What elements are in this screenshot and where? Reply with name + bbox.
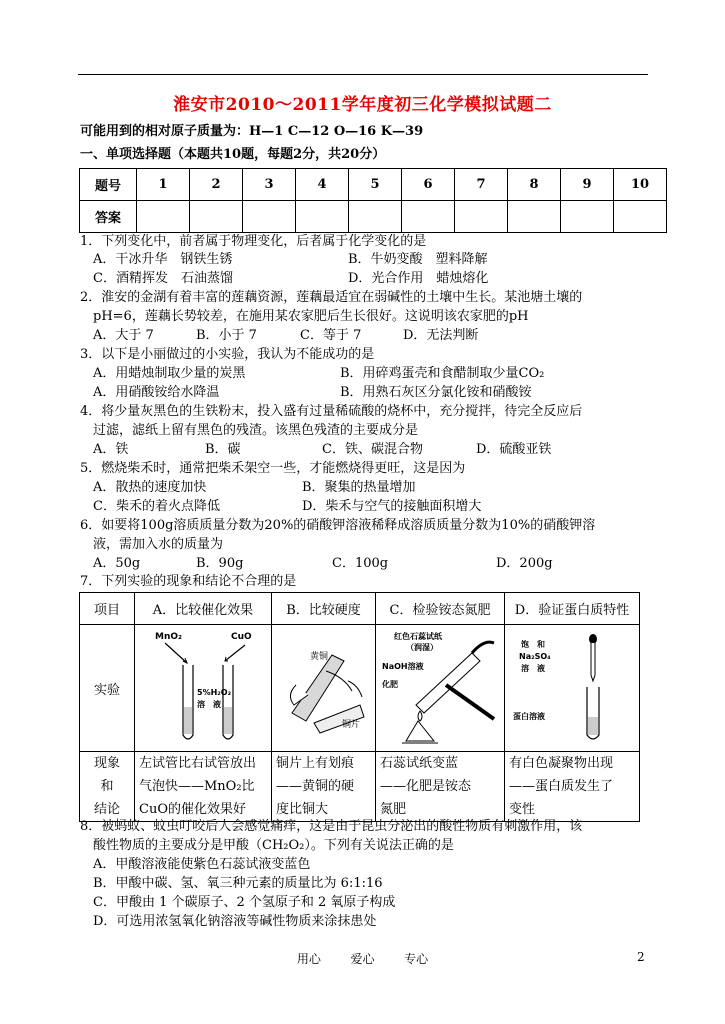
answer-cell[interactable]	[614, 201, 667, 233]
result-cell-b	[272, 752, 376, 822]
question-3-stem: 3．以下是小丽做过的小实验，我认为不能成功的是	[80, 347, 375, 362]
question-3-option-c[interactable]: A．用硝酸铵给水降温	[93, 385, 220, 400]
result-line: 变性	[509, 802, 536, 817]
answer-table-answer-row	[80, 201, 667, 233]
row-label-line: 和	[100, 779, 114, 794]
footer-word: 专心	[404, 952, 429, 966]
question-1-option-c[interactable]: C．酒精挥发 石油蒸馏	[93, 271, 233, 286]
figure-cell-c	[376, 625, 505, 752]
row-label-item: 项目	[80, 593, 135, 625]
question-8-option-c[interactable]: C．甲酸由 1 个碳原子、2 个氢原子和 2 氧原子构成	[93, 895, 396, 910]
question-5-stem: 5．燃烧柴禾时，通常把柴禾架空一些，才能燃烧得更旺，这是因为	[80, 461, 466, 476]
figure-cell-d	[505, 625, 640, 752]
row-label-line: 现象	[93, 756, 120, 771]
result-line: 左试管比右试管放出	[139, 756, 257, 771]
figure-label-moist: （润湿）	[406, 643, 438, 652]
answer-table-label: 题号	[80, 169, 137, 201]
question-number: 10	[614, 169, 667, 201]
footer-word: 爱心	[350, 952, 375, 966]
question-1-option-a[interactable]: A．干冰升华 钢铁生锈	[93, 252, 233, 267]
answer-table	[79, 168, 667, 233]
question-8-option-b[interactable]: B．甲酸中碳、氢、氧三种元素的质量比为 6:1:16	[93, 876, 383, 891]
result-cell-a	[135, 752, 272, 822]
catalyst-comparison-figure	[135, 625, 271, 747]
answer-row-label: 答案	[80, 201, 137, 233]
result-line: 氮肥	[380, 802, 407, 817]
question-8-option-a[interactable]: A．甲酸溶液能使紫色石蕊试液变蓝色	[93, 857, 311, 872]
question-5-option-a[interactable]: A．散热的速度加快	[93, 480, 207, 495]
question-8-stem: 8．被蚂蚁、蚊虫叮咬后人会感觉痛痒，这是由于昆虫分泌出的酸性物质有刺激作用，该	[80, 819, 583, 834]
figure-label-h2o2: 5%H₂O₂	[197, 688, 232, 697]
question-6-option-c[interactable]: C．100g	[332, 556, 389, 571]
result-line: 石蕊试纸变蓝	[380, 756, 459, 771]
figure-label-copper-sheet: 铜片	[342, 720, 361, 730]
question-3-option-b[interactable]: B．用碎鸡蛋壳和食醋制取少量CO₂	[340, 366, 545, 381]
question-number: 8	[508, 169, 561, 201]
column-heading-a: A．比较催化效果	[135, 593, 272, 625]
row-label-line: 结论	[93, 802, 120, 817]
question-number: 6	[402, 169, 455, 201]
answer-table-header-row	[80, 169, 667, 201]
answer-cell[interactable]	[455, 201, 508, 233]
page-number: 2	[637, 950, 645, 964]
question-3-option-a[interactable]: A．用蜡烛制取少量的炭黑	[93, 366, 246, 381]
question-6-option-d[interactable]: D．200g	[496, 556, 553, 571]
page-title: 淮安市2010～2011学年度初三化学模拟试题二	[173, 95, 552, 115]
figure-cell-a	[135, 625, 272, 752]
figure-label-protein: 蛋白溶液	[513, 712, 545, 721]
question-2-stem-line2: pH=6，莲藕长势较差，在施用某农家肥后生长很好。这说明该农家肥的pH	[93, 309, 529, 324]
result-line: 度比铜大	[276, 802, 329, 817]
figure-label-brass: 黄铜	[310, 652, 329, 662]
answer-cell[interactable]	[296, 201, 349, 233]
question-number: 2	[190, 169, 243, 201]
footer-word: 用心	[296, 952, 321, 966]
question-6-stem: 6．如要将100g溶质质量分数为20%的硝酸钾溶液稀释成溶质质量分数为10%的硝酸钾溶	[80, 518, 596, 533]
answer-cell[interactable]	[561, 201, 614, 233]
experiment-result-row	[80, 752, 640, 822]
hardness-comparison-figure	[272, 625, 375, 747]
question-6-stem-line2: 液，需加入水的质量为	[93, 537, 224, 552]
question-number: 7	[455, 169, 508, 201]
question-number: 9	[561, 169, 614, 201]
answer-cell[interactable]	[190, 201, 243, 233]
question-2-option-a[interactable]: A．大于 7	[93, 328, 154, 343]
question-number: 1	[137, 169, 190, 201]
question-7-stem: 7．下列实验的现象和结论不合理的是	[80, 574, 297, 589]
row-label-result	[80, 752, 135, 822]
question-2-stem: 2．淮安的金湖有着丰富的莲藕资源，莲藕最适宜在弱碱性的土壤中生长。某池塘土壤的	[80, 290, 583, 305]
question-4-stem: 4．将少量灰黑色的生铁粉末，投入盛有过量稀硫酸的烧杯中，充分搅拌，待完全反应后	[80, 404, 583, 419]
question-1-option-b[interactable]: B．牛奶变酸 塑料降解	[348, 252, 488, 267]
question-5-option-d[interactable]: D．柴禾与空气的接触面积增大	[302, 499, 482, 514]
atomic-masses: 可能用到的相对原子质量为：H—1 C—12 O—16 K—39	[80, 124, 424, 139]
section-heading: 一、单项选择题（本题共10题，每题2分，共20分）	[80, 147, 386, 162]
answer-cell[interactable]	[349, 201, 402, 233]
question-4-option-d[interactable]: D．硫酸亚铁	[476, 442, 552, 457]
experiment-header-row	[80, 593, 640, 625]
ammonium-test-figure	[376, 625, 504, 747]
figure-label-solution-d: 溶 液	[521, 664, 545, 673]
figure-label-na2so4: Na₂SO₄	[519, 652, 551, 661]
question-5-option-b[interactable]: B．聚集的热量增加	[302, 480, 416, 495]
result-line: ——蛋白质发生了	[509, 779, 614, 794]
result-line: 气泡快——MnO₂比	[139, 779, 255, 794]
question-6-option-a[interactable]: A．50g	[93, 556, 141, 571]
question-4-option-c[interactable]: C．铁、碳混合物	[322, 442, 423, 457]
footer	[0, 950, 725, 967]
question-4-stem-line2: 过滤，滤纸上留有黑色的残渣。该黑色残渣的主要成分是	[93, 423, 419, 438]
answer-cell[interactable]	[243, 201, 296, 233]
question-8-option-d[interactable]: D．可选用浓氢氧化钠溶液等碱性物质来涂抹患处	[93, 914, 377, 929]
answer-cell[interactable]	[137, 201, 190, 233]
figure-label-fertilizer: 化肥	[382, 680, 398, 689]
question-4-option-a[interactable]: A．铁	[93, 442, 129, 457]
question-number: 3	[243, 169, 296, 201]
result-line: 铜片上有划痕	[276, 756, 355, 771]
figure-label-saturated: 饱 和	[521, 640, 545, 649]
header-rule	[78, 74, 648, 75]
column-heading-b: B．比较硬度	[272, 593, 376, 625]
result-line: ——黄铜的硬	[276, 779, 355, 794]
result-cell-d	[505, 752, 640, 822]
answer-cell[interactable]	[402, 201, 455, 233]
column-heading-c: C．检验铵态氮肥	[376, 593, 505, 625]
protein-test-figure	[505, 625, 639, 747]
question-8-stem-line2: 酸性物质的主要成分是甲酸（CH₂O₂）。下列有关说法正确的是	[93, 838, 454, 853]
question-2-option-b[interactable]: B．小于 7	[196, 328, 257, 343]
experiment-figure-row	[80, 625, 640, 752]
experiment-table	[79, 592, 640, 822]
question-4-option-b[interactable]: B．碳	[205, 442, 241, 457]
result-cell-c	[376, 752, 505, 822]
question-6-option-b[interactable]: B．90g	[196, 556, 244, 571]
question-1-option-d[interactable]: D．光合作用 蜡烛熔化	[348, 271, 489, 286]
result-line: CuO的催化效果好	[139, 802, 246, 817]
figure-label-litmus: 红色石蕊试纸	[394, 632, 442, 641]
question-5-option-c[interactable]: C．柴禾的着火点降低	[93, 499, 220, 514]
column-heading-d: D．验证蛋白质特性	[505, 593, 640, 625]
result-line: ——化肥是铵态	[380, 779, 472, 794]
figure-cell-b	[272, 625, 376, 752]
figure-label-mno2: MnO₂	[155, 632, 182, 642]
question-2-option-d[interactable]: D．无法判断	[403, 328, 479, 343]
question-number: 4	[296, 169, 349, 201]
row-label-experiment: 实验	[80, 625, 135, 752]
question-2-option-c[interactable]: C．等于 7	[300, 328, 362, 343]
figure-label-cuo: CuO	[231, 632, 252, 642]
answer-cell[interactable]	[508, 201, 561, 233]
question-3-option-d[interactable]: B．用熟石灰区分氯化铵和硝酸铵	[340, 385, 532, 400]
question-1-stem: 1．下列变化中，前者属于物理变化，后者属于化学变化的是	[80, 234, 427, 249]
question-number: 5	[349, 169, 402, 201]
result-line: 有白色凝聚物出现	[509, 756, 614, 771]
figure-label-naoh: NaOH溶液	[382, 662, 424, 671]
figure-label-solution: 溶 液	[197, 700, 221, 709]
